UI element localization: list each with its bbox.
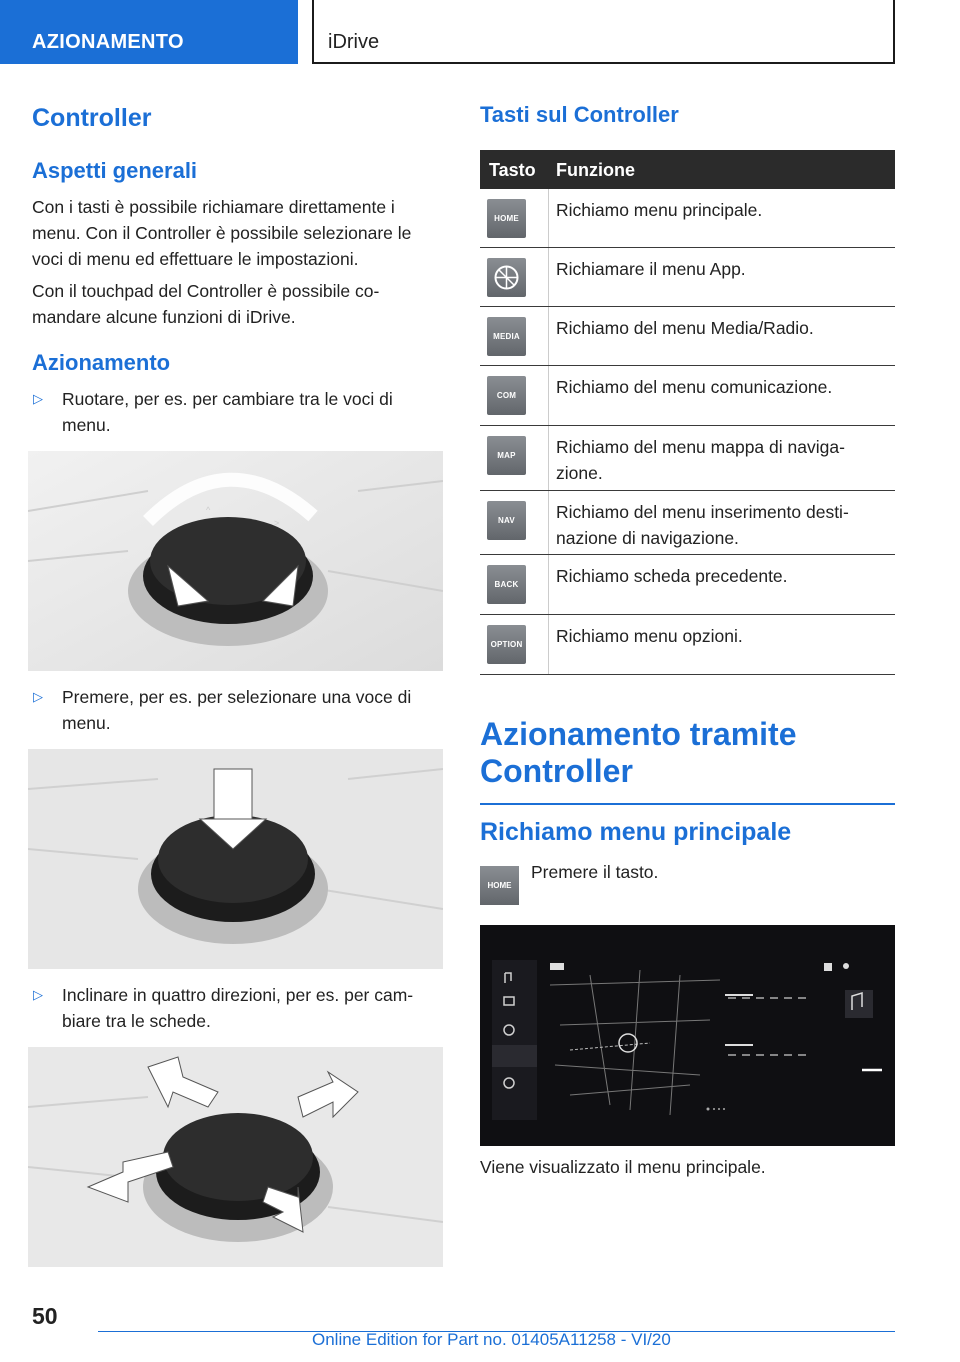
bullet-tilt-text: Inclinare in quattro direzioni, per es. per cam‐biare tra le schede. bbox=[62, 985, 414, 1031]
table-row bbox=[480, 615, 895, 675]
row-function: Richiamo scheda precedente. bbox=[556, 566, 788, 586]
col-key-header: Tasto bbox=[489, 160, 536, 180]
row-function: Richiamo menu principale. bbox=[556, 200, 763, 220]
svg-text:^: ^ bbox=[206, 505, 211, 515]
general-paragraph-1: Con i tasti è possibile richiamare direttamente i menu. Con il Controller è possibile selezionare le voci di menu ed effettuare le impostazioni. bbox=[32, 197, 412, 269]
table-row bbox=[480, 307, 895, 366]
page-title: Controller bbox=[32, 104, 152, 132]
controller-press-illustration bbox=[28, 749, 443, 969]
table-row bbox=[480, 366, 895, 426]
back-key-icon: BACK bbox=[487, 565, 526, 604]
operation-heading: Azionamento bbox=[32, 350, 171, 375]
keys-table bbox=[480, 150, 895, 675]
bullet-rotate bbox=[32, 386, 444, 438]
table-row bbox=[480, 189, 895, 248]
controller-rotate-illustration bbox=[28, 451, 443, 671]
bullet-tilt bbox=[32, 982, 444, 1034]
row-function: Richiamo del menu Media/Radio. bbox=[556, 318, 814, 338]
table-row bbox=[480, 426, 895, 491]
table-row bbox=[480, 248, 895, 307]
bullet-press bbox=[32, 684, 444, 736]
keys-table-title: Tasti sul Controller bbox=[480, 102, 679, 127]
page-number: 50 bbox=[32, 1303, 58, 1329]
bullet-rotate-text: Ruotare, per es. per cambiare tra le voci di menu. bbox=[62, 389, 393, 435]
com-key-icon: COM bbox=[487, 376, 526, 415]
row-function: Richiamo menu opzioni. bbox=[556, 626, 743, 646]
col-function-header: Funzione bbox=[556, 160, 635, 180]
chapter-tab: iDrive bbox=[312, 0, 895, 64]
home-key-icon: HOME bbox=[480, 866, 519, 905]
triangle-bullet-icon: ▷ bbox=[33, 391, 43, 406]
section-tab: AZIONAMENTO bbox=[0, 0, 298, 64]
row-function: Richiamare il menu App. bbox=[556, 259, 746, 279]
triangle-bullet-icon: ▷ bbox=[33, 987, 43, 1002]
controller-tilt-illustration bbox=[28, 1047, 443, 1267]
row-function: Richiamo del menu inserimento desti‐nazione di navigazione. bbox=[556, 502, 849, 548]
bullet-press-text: Premere, per es. per selezionare una voce di menu. bbox=[62, 687, 412, 733]
row-function: Richiamo del menu mappa di naviga‐zione. bbox=[556, 437, 845, 483]
subsection-title: Richiamo menu principale bbox=[480, 818, 792, 846]
press-instruction: Premere il tasto. bbox=[531, 862, 659, 882]
row-function: Richiamo del menu comunicazione. bbox=[556, 377, 833, 397]
globe-icon bbox=[487, 258, 526, 297]
svg-text:>: > bbox=[274, 518, 280, 528]
table-header bbox=[480, 150, 895, 189]
section-title: Azionamento tramite Controller bbox=[480, 716, 895, 805]
media-key-icon: MEDIA bbox=[487, 317, 526, 356]
edition-footer: Online Edition for Part no. 01405A11258 - VI/20 bbox=[312, 1330, 671, 1349]
nav-key-icon: NAV bbox=[487, 501, 526, 540]
home-key-icon: HOME bbox=[487, 199, 526, 238]
result-caption: Viene visualizzato il menu principale. bbox=[480, 1157, 766, 1177]
map-key-icon: MAP bbox=[487, 436, 526, 475]
triangle-bullet-icon: ▷ bbox=[33, 689, 43, 704]
idrive-main-menu-screenshot bbox=[480, 925, 895, 1146]
general-paragraph-2: Con il touchpad del Controller è possibile co‐mandare alcune funzioni di iDrive. bbox=[32, 281, 380, 327]
option-key-icon: OPTION bbox=[487, 625, 526, 664]
table-row bbox=[480, 491, 895, 555]
general-heading: Aspetti generali bbox=[32, 158, 198, 183]
table-row bbox=[480, 555, 895, 615]
